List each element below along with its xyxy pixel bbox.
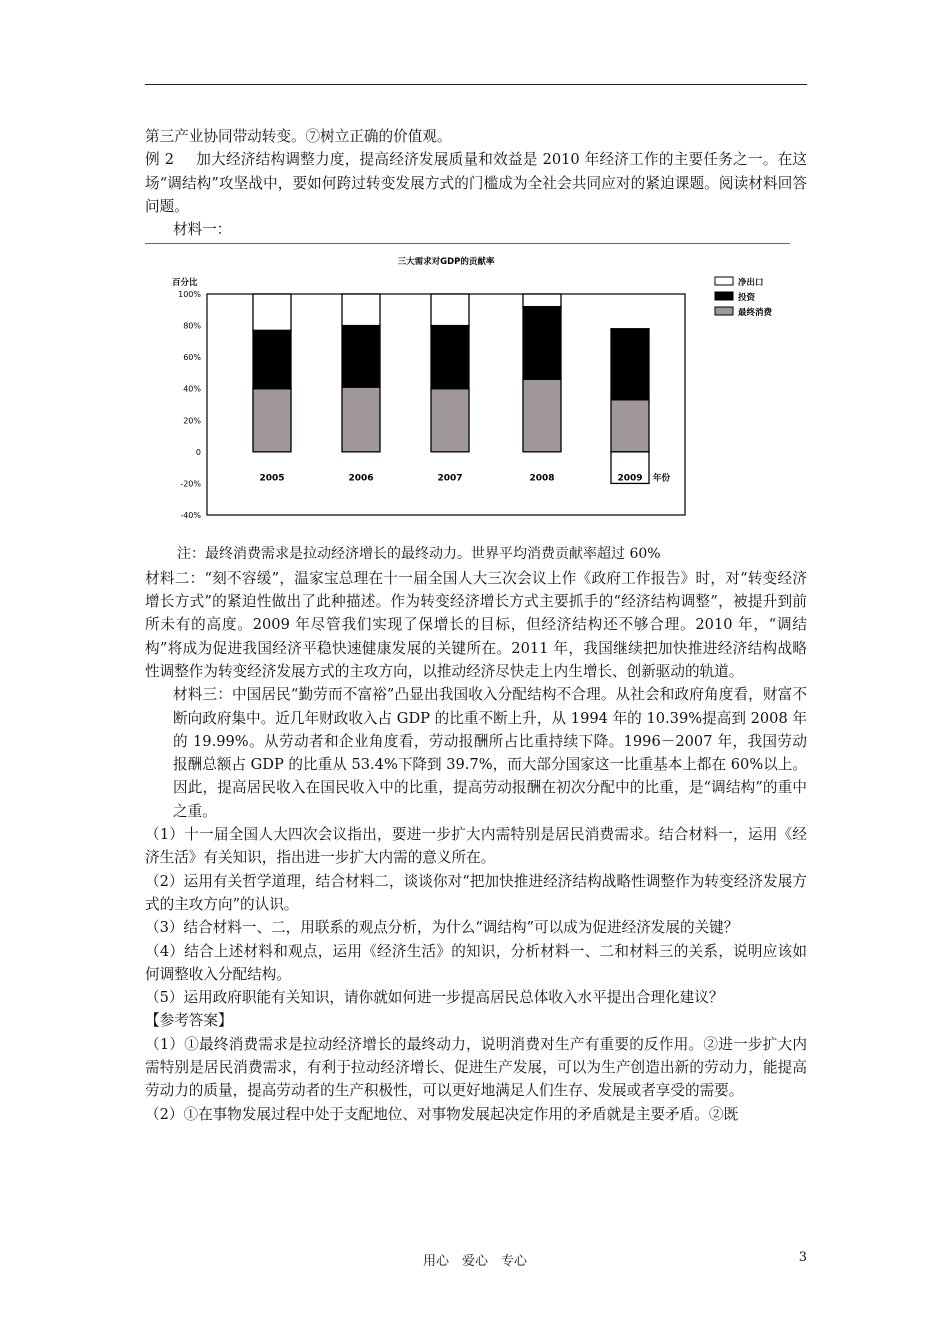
- x-category-label: 2005: [259, 473, 285, 484]
- y-tick-label: -20%: [180, 479, 201, 489]
- bar-segment: [431, 294, 469, 326]
- material-1-label: 材料一：: [173, 221, 232, 239]
- legend-label: 最终消费: [738, 308, 773, 319]
- x-category-label: 2007: [437, 473, 463, 484]
- figure-container: [145, 243, 807, 543]
- material-3-paragraph: 材料三：中国居民“勤劳而不富裕”凸显出我国收入分配结构不合理。从社会和政府角度看，财富不断向政府集中。近几年财政收入占 GDP 的比重不断上升，从 1994 年的 10.39%提高到 2008 年的 19.99%。从劳动者和企业角度看，劳动报酬所占比重持续下降。1996－2007 年，我国劳动报酬总额占 GDP 的比重从 53.4%下降到 39.7%，而大部分国家这一比重基本上都在 60%以上。因此，提高居民收入在国民收入中的比重，提高劳动报酬在初次分配中的比重，是“调结构”的重中之重。: [173, 686, 807, 820]
- legend-swatch: [715, 307, 733, 315]
- example-2-paragraph: [145, 148, 807, 218]
- question-5: （5）运用政府职能有关知识，请你就如何进一步提高居民总体收入水平提出合理化建议？: [145, 989, 724, 1007]
- paragraph-line-1: 第三产业协同带动转变。⑦树立正确的价值观。: [145, 128, 452, 145]
- x-category-label: 2009: [617, 473, 643, 484]
- question-4: （4）结合上述材料和观点，运用《经济生活》的知识，分析材料一、二和材料三的关系，说明应该如何调整收入分配结构。: [145, 942, 807, 983]
- y-tick-label: 40%: [183, 385, 201, 395]
- chart-note: 注：最终消费需求是拉动经济增长的最终动力。世界平均消费贡献率超过 60%: [177, 546, 661, 563]
- document-body: [145, 125, 807, 1126]
- page-number: 3: [798, 1250, 807, 1265]
- y-tick-label: 20%: [183, 416, 201, 426]
- answer-2: （2）①在事物发展过程中处于支配地位、对事物发展起决定作用的矛盾就是主要矛盾。②既: [145, 1105, 739, 1123]
- answer-1: （1）①最终消费需求是拉动经济增长的最终动力，说明消费对生产有重要的反作用。②进一步扩大内需特别是居民消费需求，有利于拉动经济增长、促进生产发展，可以为生产创造出新的劳动力，能提高劳动力的质量，提高劳动者的生产积极性，可以更好地满足人们生存、发展或者享受的需要。: [145, 1035, 807, 1100]
- bar-segment: [253, 331, 291, 389]
- footer-motto: 用心 爱心 专心: [422, 1254, 527, 1269]
- legend-swatch: [715, 277, 733, 285]
- stacked-bar-chart: [145, 243, 807, 543]
- example-text: 加大经济结构调整力度，提高经济发展质量和效益是 2010 年经济工作的主要任务之一。在这场“调结构”攻坚战中，要如何跨过转变发展方式的门槛成为全社会共同应对的紧迫课题。阅读材料回答问题。: [145, 151, 808, 215]
- bar-segment: [611, 400, 649, 452]
- y-tick-label: 0: [195, 448, 201, 458]
- x-category-label: 2006: [348, 473, 374, 484]
- bar-segment: [253, 294, 291, 330]
- question-1: （1）十一届全国人大四次会议指出，要进一步扩大内需特别是居民消费需求。结合材料一，运用《经济生活》有关知识，指出进一步扩大内需的意义所在。: [145, 826, 807, 867]
- y-axis-label: 百分比: [172, 278, 198, 289]
- y-tick-label: 80%: [183, 322, 201, 332]
- bar-segment: [431, 389, 469, 452]
- legend-swatch: [715, 292, 733, 300]
- chart-title: 三大需求对GDP的贡献率: [397, 257, 495, 268]
- bar-segment: [253, 389, 291, 452]
- material-2-paragraph: 材料二：“刻不容缓”，温家宝总理在十一届全国人大三次会议上作《政府工作报告》时，对“转变经济增长方式”的紧迫性做出了此种描述。作为转变经济增长方式主要抓手的“经济结构调整”，被提升到前所未有的高度。2009 年尽管我们实现了保增长的目标，但经济结构还不够合理。2010 年，“调结构”将成为促进我国经济平稳快速健康发展的关键所在。2011 年，我国继续把加快推进经济结构战略性调整作为转变经济发展方式的主攻方向，以推动经济尽快走上内生增长、创新驱动的轨道。: [145, 569, 807, 680]
- y-tick-label: 60%: [183, 353, 201, 363]
- bar-segment: [342, 294, 380, 326]
- y-tick-label: -40%: [180, 511, 201, 521]
- bar-segment: [523, 294, 561, 307]
- example-label: 例 2: [145, 151, 175, 169]
- y-tick-label: 100%: [178, 290, 201, 300]
- bar-segment: [342, 326, 380, 388]
- question-2: （2）运用有关哲学道理，结合材料二，谈谈你对“把加快推进经济结构战略性调整作为转变经济发展方式的主攻方向”的认识。: [145, 872, 807, 913]
- bar-segment: [431, 326, 469, 389]
- page-footer: [0, 1250, 950, 1269]
- bar-segment: [342, 388, 380, 453]
- x-axis-label: 年份: [653, 473, 671, 484]
- header-rule: [145, 84, 807, 85]
- legend-label: 投资: [738, 293, 756, 304]
- answer-heading: 【参考答案】: [145, 1012, 233, 1030]
- bar-segment: [611, 329, 649, 400]
- bar-segment: [523, 307, 561, 380]
- question-3: （3）结合材料一、二，用联系的观点分析，为什么“调结构”可以成为促进经济发展的关键？: [145, 919, 739, 937]
- bar-segment: [523, 380, 561, 453]
- x-category-label: 2008: [529, 473, 555, 484]
- legend-label: 净出口: [738, 278, 764, 289]
